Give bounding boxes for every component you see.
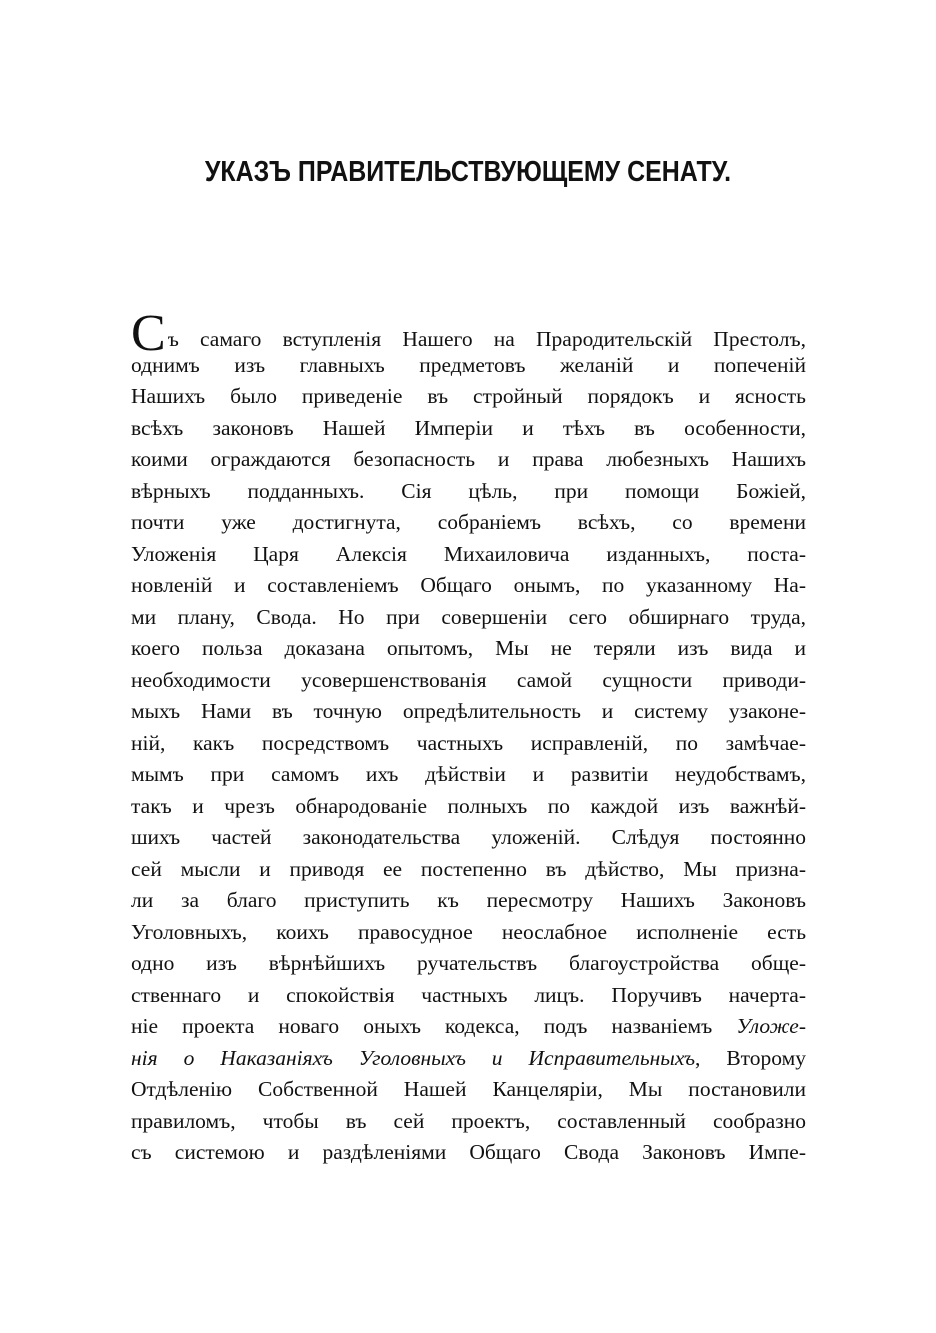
italic-phrase: нія о Наказаніяхъ Уголовныхъ и Исправительныхъ [131, 1045, 695, 1070]
text-line: мымъ при самомъ ихъ дѣйствіи и развитіи неудобствамъ, [131, 762, 806, 786]
text-line: Уложенія Царя Алексія Михаиловича изданныхъ, поста- [131, 541, 806, 566]
text-line: необходимости усовершенствованія самой сущности приводи- [131, 667, 806, 692]
text-line: ми плану, Свода. Но при совершеніи сего обширнаго труда, [131, 604, 806, 629]
text-line: однимъ изъ главныхъ предметовъ желаній и попеченій [131, 352, 806, 377]
text-line: ли за благо приступить къ пересмотру Нашихъ Законовъ [131, 888, 806, 912]
text-line: вѣрныхъ подданныхъ. Сія цѣль, при помощи Божіей, [131, 478, 806, 503]
text-line: Отдѣленію Собственной Нашей Канцеляріи, Мы постановили [131, 1077, 806, 1101]
text-line: Нашихъ было приведеніе въ стройный порядокъ и ясность [131, 384, 806, 408]
body-text [131, 305, 807, 1169]
text-line: шихъ частей законодательства уложеній. Слѣдуя постоянно [131, 825, 806, 849]
text-line: Съ самаго вступленія Нашего на Прародительскій Престолъ, [131, 305, 806, 362]
text-line: Уголовныхъ, коихъ правосудное неослабное исполненіе есть [131, 919, 806, 944]
text-line: ніе проекта новаго оныхъ кодекса, подъ названіемъ Уложе- [131, 1014, 807, 1038]
text-line: коего польза доказана опытомъ, Мы не теряли изъ вида и [131, 636, 806, 660]
page-title: УКАЗЪ ПРАВИТЕЛЬСТВУЮЩЕМУ СЕНАТУ. [204, 156, 732, 188]
text-line: мыхъ Нами въ точную опредѣлительность и систему узаконе- [131, 699, 806, 723]
text-line: нія о Наказаніяхъ Уголовныхъ и Исправительныхъ, Второму [131, 1045, 806, 1070]
text-line: правиломъ, чтобы въ сей проектъ, составленный сообразно [131, 1108, 806, 1133]
italic-phrase: Уложе- [736, 1014, 807, 1038]
text-line: одно изъ вѣрнѣйшихъ ручательствъ благоустройства обще- [131, 951, 806, 975]
text-line: коими ограждаются безопасность и права любезныхъ Нашихъ [131, 447, 806, 471]
text-line: ній, какъ посредствомъ частныхъ исправленій, по замѣчае- [131, 730, 806, 755]
text-line: почти уже достигнута, собраніемъ всѣхъ, со времени [131, 510, 806, 534]
text-line: ственнаго и спокойствія частныхъ лицъ. Поручивъ начерта- [131, 982, 806, 1007]
text-line: сей мысли и приводя ее постепенно въ дѣйство, Мы призна- [131, 856, 806, 881]
text-line: новленій и составленіемъ Общаго онымъ, по указанному На- [131, 573, 806, 597]
text-line: съ системою и раздѣленіями Общаго Свода Законовъ Импе- [131, 1140, 806, 1164]
drop-cap: С [131, 305, 166, 362]
text-line: всѣхъ законовъ Нашей Имперіи и тѣхъ въ особенности, [131, 415, 806, 440]
text-line: такъ и чрезъ обнародованіе полныхъ по каждой изъ важнѣй- [131, 793, 806, 818]
